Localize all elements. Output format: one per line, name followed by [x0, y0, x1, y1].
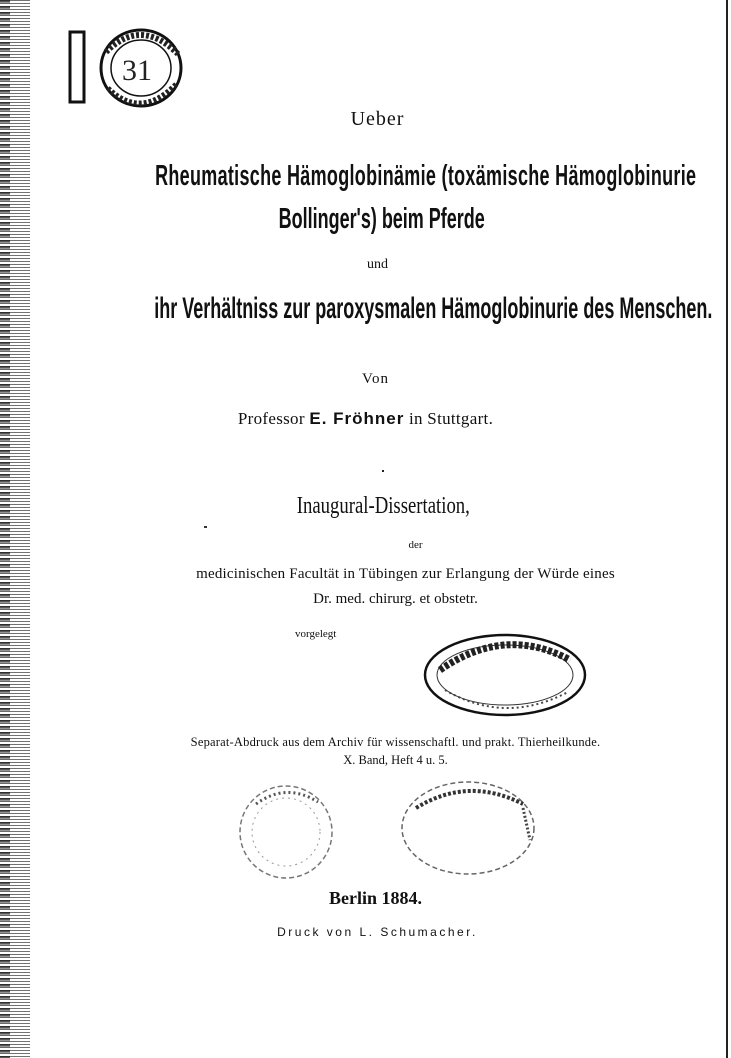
round-stamp-icon — [398, 778, 538, 878]
separat-line-2: X. Band, Heft 4 u. 5. — [343, 753, 448, 767]
author-name: E. Fröhner — [309, 409, 405, 428]
library-stamp-icon — [66, 22, 186, 112]
title-line-2: Bollinger's) beim Pferde — [278, 203, 485, 235]
connector-und: und — [367, 257, 388, 272]
place-year: Berlin 1884. — [329, 888, 422, 908]
byline-von: Von — [362, 371, 389, 387]
vorgelegt-text: vorgelegt — [295, 628, 337, 640]
round-stamp-icon — [236, 780, 336, 885]
oval-stamp-icon — [420, 630, 590, 720]
faculty-line-1: medicinischen Facultät in Tübingen zur Erlangung der Würde eines — [196, 566, 615, 582]
library-stamp-number: 31 — [122, 54, 152, 87]
author-line — [0, 409, 731, 429]
author-prefix: Professor — [237, 409, 305, 428]
connector-der: der — [408, 539, 423, 551]
printer-line: Druck von L. Schumacher. — [277, 925, 478, 939]
ink-speck — [382, 470, 384, 472]
heading-ueber: Ueber — [350, 108, 405, 130]
dissertation-heading: Inaugural-Dissertation, — [296, 493, 470, 519]
title-line-3: ihr Verhältniss zur paroxysmalen Hämoglobinurie des Menschen. — [154, 292, 713, 325]
author-suffix: in Stuttgart. — [408, 409, 494, 428]
faculty-line-2: Dr. med. chirurg. et obstetr. — [313, 591, 478, 607]
title-line-1: Rheumatische Hämoglobinämie (toxämische Hämoglobinurie — [155, 160, 697, 192]
ink-speck — [204, 526, 207, 528]
separat-line-1: Separat-Abdruck aus dem Archiv für wissenschaftl. und prakt. Thierheilkunde. — [190, 735, 601, 749]
